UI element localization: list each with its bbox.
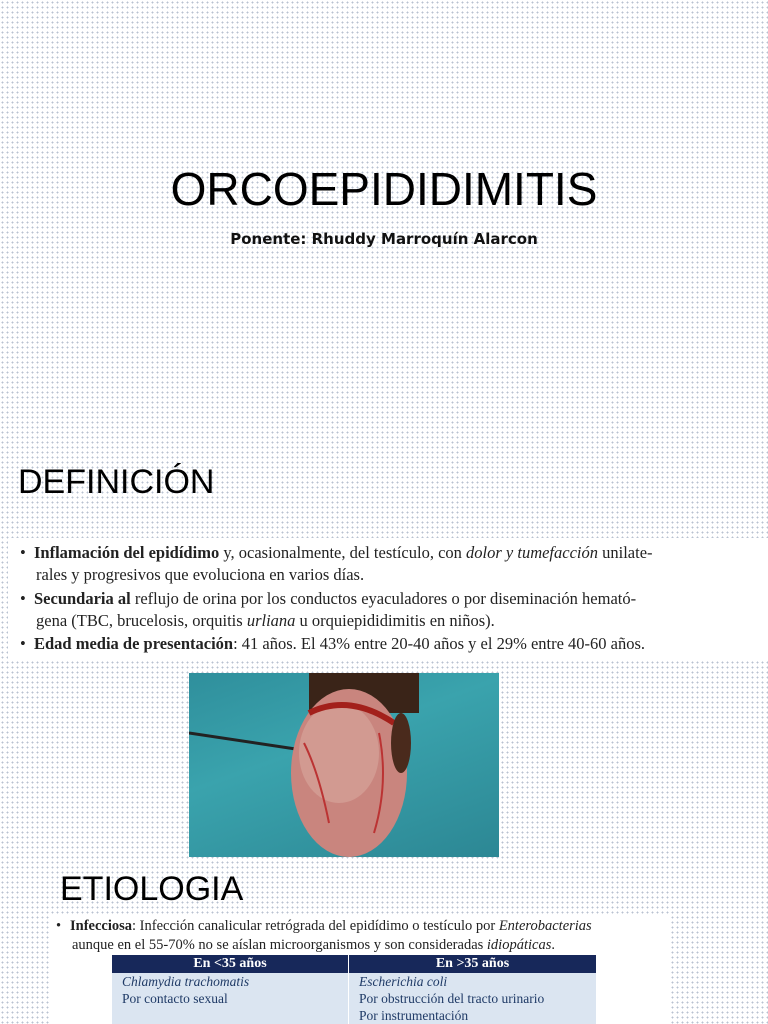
italic-text: urliana (246, 611, 296, 630)
slide-title: ORCOEPIDIDIMITIS (170, 163, 598, 215)
table-header: En >35 años (349, 955, 596, 973)
text: y, ocasionalmente, del testículo, con (219, 543, 467, 562)
clinical-photo-illustration (189, 673, 499, 857)
table-cell: Escherichia coli (359, 974, 448, 989)
bullet-2: • Secundaria al reflujo de orina por los conductos eyaculadores o por diseminación hemató- gena (TBC, brucelosis, orquitis urliana u orquiepididimitis en niños). (20, 589, 637, 630)
bullet-3: • Edad media de presentación: 41 años. El 43% entre 20-40 años y el 29% entre 40-60 años. (20, 634, 646, 653)
italic-text: idiopáticas (486, 937, 552, 953)
bold-text: Secundaria al (34, 589, 131, 608)
table-cell: Por obstrucción del tracto urinario (359, 991, 545, 1006)
etiologia-heading: ETIOLOGIA (60, 870, 244, 908)
text: : 41 años. El 43% entre 20-40 años y el 29% entre 40-60 años. (233, 634, 646, 653)
text-line: rales y progresivos que evoluciona en varios días. (36, 565, 365, 584)
text: unilate- (598, 543, 653, 562)
text: aunque en el 55-70% no se aíslan microorganismos y son consideradas (72, 937, 487, 953)
text: . (551, 937, 555, 953)
table-cell: Chlamydia trachomatis (122, 974, 250, 989)
text: u orquiepididimitis en niños). (295, 611, 495, 630)
clinical-photo (189, 673, 499, 857)
italic-text: dolor y tumefacción (466, 543, 598, 562)
text: reflujo de orina por los conductos eyaculadores o por diseminación hemató- (130, 589, 637, 608)
table-header: En <35 años (112, 955, 348, 973)
table-cell: Por contacto sexual (122, 991, 228, 1006)
bullet-infecciosa: • Infecciosa: Infección canalicular retrógrada del epidídimo o testículo por Enterobacterias aunque en el 55-70% no se aíslan microorganismos y son consideradas idiopáticas. (56, 918, 592, 953)
definicion-text-block (8, 538, 768, 660)
slide-subtitle: Ponente: Rhuddy Marroquín Alarcon (230, 230, 538, 248)
text: gena (TBC, brucelosis, orquitis (36, 611, 247, 630)
text: : Infección canalicular retrógrada del epidídimo o testículo por (132, 918, 499, 934)
table-col-under-35 (112, 955, 348, 1024)
bold-text: Edad media de presentación (34, 634, 234, 653)
bullet-1: • Inflamación del epidídimo y, ocasionalmente, del testículo, con dolor y tumefacción unilate- rales y progresivos que evoluciona en varios días. (20, 543, 653, 584)
italic-text: Enterobacterias (498, 918, 592, 934)
table-cell: Por instrumentación (359, 1008, 469, 1023)
bold-text: Inflamación del epidídimo (34, 543, 220, 562)
definicion-heading: DEFINICIÓN (18, 463, 215, 501)
table-col-over-35 (349, 955, 596, 1024)
bold-text: Infecciosa (70, 918, 133, 934)
